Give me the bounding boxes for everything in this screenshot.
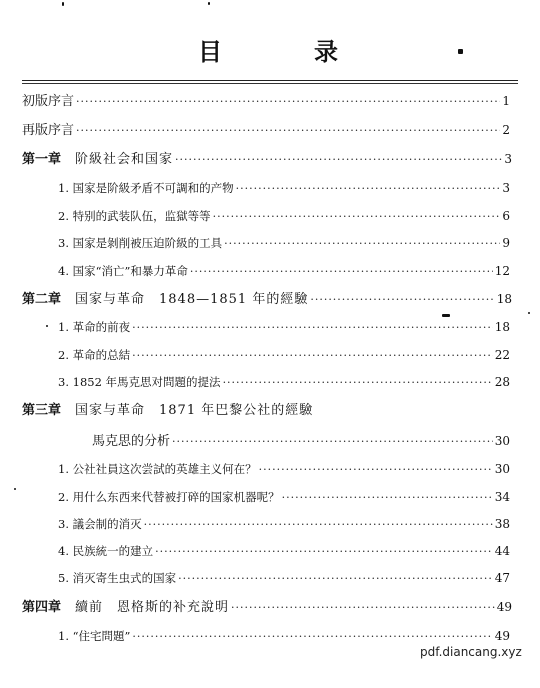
dot-leader: [175, 152, 502, 168]
toc-section-2-1[interactable]: [58, 319, 510, 336]
dot-leader: [132, 629, 492, 645]
chapter-title: 国家与革命 1848—1851 年的經驗: [75, 292, 309, 307]
toc-entry-page: 49: [496, 600, 512, 614]
toc-entry-label: 5. 消灭寄生虫式的国家: [58, 571, 177, 585]
toc-entry-label: 2. 革命的总結: [58, 348, 131, 362]
toc-chapter-4[interactable]: [22, 599, 512, 616]
chapter-title: 續前 恩格斯的补充說明: [75, 600, 230, 615]
toc-section-2-2[interactable]: [58, 347, 510, 364]
scan-speck: [458, 49, 463, 54]
dot-leader: [282, 490, 493, 506]
dot-leader: [190, 264, 493, 280]
scan-speck: [208, 2, 210, 5]
toc-entry-page: 22: [494, 348, 510, 362]
title-rule: [22, 80, 518, 81]
toc-section-3-2[interactable]: [58, 489, 510, 506]
dot-leader: [213, 209, 501, 225]
toc-entry-page: 12: [494, 264, 510, 278]
dot-leader: [144, 517, 493, 533]
dot-leader: [310, 292, 494, 308]
toc-section-1-1[interactable]: [58, 180, 510, 197]
toc-entry-label: 2. 特别的武装队伍，监獄等等: [58, 209, 211, 223]
toc-entry-preface-first[interactable]: [22, 93, 510, 110]
toc-entry-page: 9: [502, 236, 510, 250]
dot-leader: [178, 571, 493, 587]
scan-speck: [528, 312, 530, 314]
chapter-title: 国家与革命 1871 年巴黎公社的經驗: [75, 403, 314, 418]
dot-leader: [132, 348, 493, 364]
toc-entry-page: 3: [504, 152, 512, 166]
scan-speck: [14, 488, 16, 490]
toc-entry-label: 初版序言: [22, 94, 75, 109]
toc-section-3-4[interactable]: [58, 543, 510, 560]
dot-leader: [132, 320, 493, 336]
chapter-number: 第四章: [22, 600, 62, 615]
toc-entry-page: 47: [494, 571, 510, 585]
toc-entry-label: 1. 国家是阶級矛盾不可調和的产物: [58, 181, 234, 195]
toc-entry-label: 4. 国家“消亡”和暴力革命: [58, 264, 188, 278]
toc-entry-page: 44: [494, 544, 510, 558]
toc-section-3-1[interactable]: [58, 461, 510, 478]
dot-leader: [224, 236, 500, 252]
toc-chapter-2[interactable]: [22, 291, 512, 308]
toc-entry-label: 3. 国家是剝削被压迫阶級的工具: [58, 236, 223, 250]
scan-speck: [62, 2, 64, 6]
toc-entry-page: 6: [502, 209, 510, 223]
scan-speck: [442, 314, 450, 317]
chapter-number: 第三章: [22, 403, 62, 418]
toc-entry-label: 3. 議会制的消灭: [58, 517, 142, 531]
dot-leader: [76, 94, 500, 110]
toc-entry-label: 1. “住宅問題”: [58, 629, 131, 643]
dot-leader: [231, 600, 495, 616]
toc-entry-page: 30: [494, 434, 510, 448]
toc-entry-page: 34: [494, 490, 510, 504]
toc-section-3-3[interactable]: [58, 516, 510, 533]
toc-entry-label: 3. 1852 年馬克思对問題的提法: [58, 375, 221, 389]
toc-section-1-2[interactable]: [58, 208, 510, 225]
toc-entry-label: 2. 用什么东西来代替被打碎的国家机器呢？: [58, 490, 280, 504]
toc-chapter-3[interactable]: [22, 403, 512, 419]
toc-entry-label: 1. 革命的前夜: [58, 320, 131, 334]
toc-entry-page: 30: [494, 462, 510, 476]
watermark: pdf.diancang.xyz: [420, 645, 522, 659]
toc-section-4-1[interactable]: [58, 628, 510, 645]
toc-chapter-3-continued[interactable]: [92, 433, 510, 450]
dot-leader: [172, 434, 493, 450]
dot-leader: [155, 544, 493, 560]
toc-entry-page: 18: [496, 292, 512, 306]
toc-entry-page: 18: [494, 320, 510, 334]
toc-entry-preface-second[interactable]: [22, 122, 510, 139]
page-title: 目 录: [198, 38, 372, 66]
toc-entry-label: 1. 公社社員这次尝試的英雄主义何在？: [58, 462, 257, 476]
toc-entry-label: 馬克思的分析: [92, 434, 171, 449]
toc-section-3-5[interactable]: [58, 570, 510, 587]
toc-chapter-1[interactable]: [22, 151, 512, 168]
dot-leader: [76, 123, 500, 139]
toc-entry-page: 38: [494, 517, 510, 531]
chapter-number: 第二章: [22, 292, 62, 307]
toc-entry-label: 再版序言: [22, 123, 75, 138]
toc-entry-page: 1: [502, 94, 510, 108]
toc-section-1-3[interactable]: [58, 235, 510, 252]
title-rule-2: [22, 83, 518, 84]
toc-entry-page: 3: [502, 181, 510, 195]
chapter-title: 阶級社会和国家: [75, 152, 174, 167]
dot-leader: [236, 181, 501, 197]
dot-leader: [223, 375, 493, 391]
toc-section-1-4[interactable]: [58, 263, 510, 280]
dot-leader: [259, 462, 493, 478]
chapter-number: 第一章: [22, 152, 62, 167]
scan-speck: [46, 325, 48, 327]
toc-entry-label: 4. 民族統一的建立: [58, 544, 154, 558]
toc-entry-page: 2: [502, 123, 510, 137]
toc-section-2-3[interactable]: [58, 374, 510, 391]
toc-entry-page: 49: [494, 629, 510, 643]
toc-entry-page: 28: [494, 375, 510, 389]
